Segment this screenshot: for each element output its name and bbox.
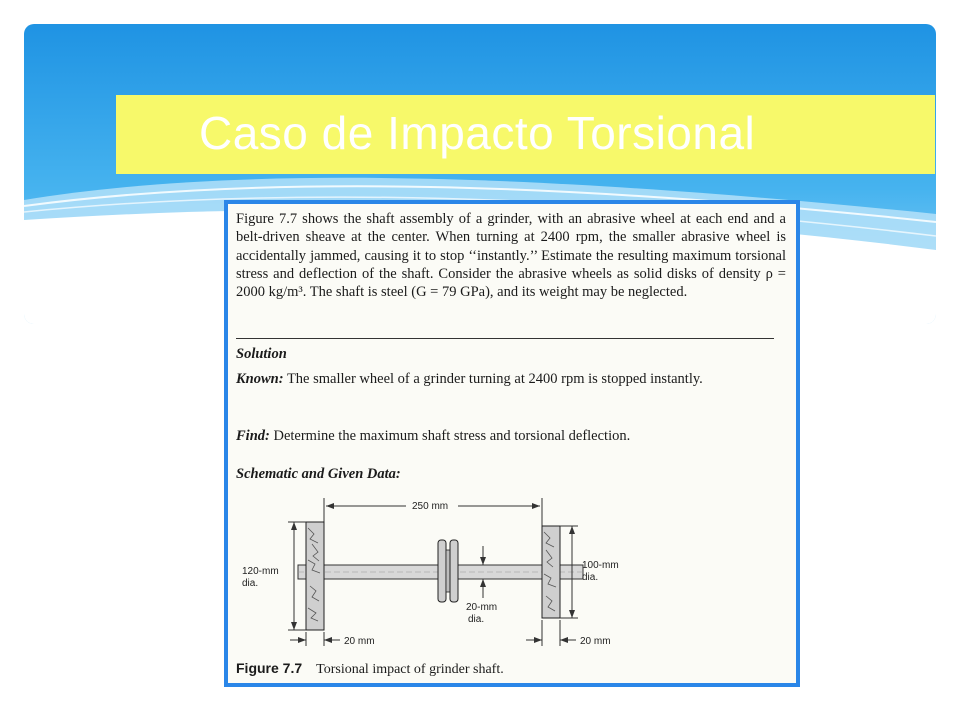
solution-heading: Solution xyxy=(236,346,287,362)
left-dia-label-line2: dia. xyxy=(242,578,259,589)
span-arrow-right xyxy=(532,503,540,509)
find-text: Determine the maximum shaft stress and torsional deflection. xyxy=(273,428,631,444)
right-dia-label-line1: 100-mm xyxy=(582,560,619,571)
shaft-dia-label-line2: dia. xyxy=(468,614,485,625)
slide-title: Caso de Impacto Torsional xyxy=(199,107,756,159)
span-label: 250 mm xyxy=(412,501,449,512)
sheave-left-flange xyxy=(438,540,446,602)
span-arrow-left xyxy=(326,503,334,509)
right-dia-label-line2: dia. xyxy=(582,572,599,583)
textbook-excerpt xyxy=(224,200,800,687)
shaft-dia-label-line1: 20-mm xyxy=(466,602,498,613)
figure-caption xyxy=(236,660,504,678)
left-dia-label-line1: 120-mm xyxy=(242,566,279,577)
problem-statement: Figure 7.7 shows the shaft assembly of a grinder, with an abrasive wheel at each end and a belt-driven sheave at the center. When turning at 2400 rpm, the smaller abrasive wheel is accidentally jammed, causing it to stop ‘‘instantly.’’ Estimate the resulting maximum torsional stress and deflection of the shaft. Consider the abrasive wheels as solid disks of density ρ = 2000 kg/m³. The shaft is steel (G = 79 GPa), and its weight may be neglected. xyxy=(236,211,786,301)
find-label: Find: xyxy=(236,428,270,444)
schematic-heading: Schematic and Given Data: xyxy=(236,466,401,482)
right-width-label: 20 mm xyxy=(580,636,611,647)
known-label: Known: xyxy=(236,371,284,387)
figure-caption-label: Figure 7.7 xyxy=(236,660,303,676)
sheave-right-flange xyxy=(450,540,458,602)
left-width-label: 20 mm xyxy=(344,636,375,647)
figure-caption-text: Torsional impact of grinder shaft. xyxy=(316,662,504,677)
right-abrasive-wheel xyxy=(542,526,560,618)
known-text: The smaller wheel of a grinder turning at 2400 rpm is stopped instantly. xyxy=(286,371,703,387)
shaft-schematic xyxy=(228,204,796,683)
